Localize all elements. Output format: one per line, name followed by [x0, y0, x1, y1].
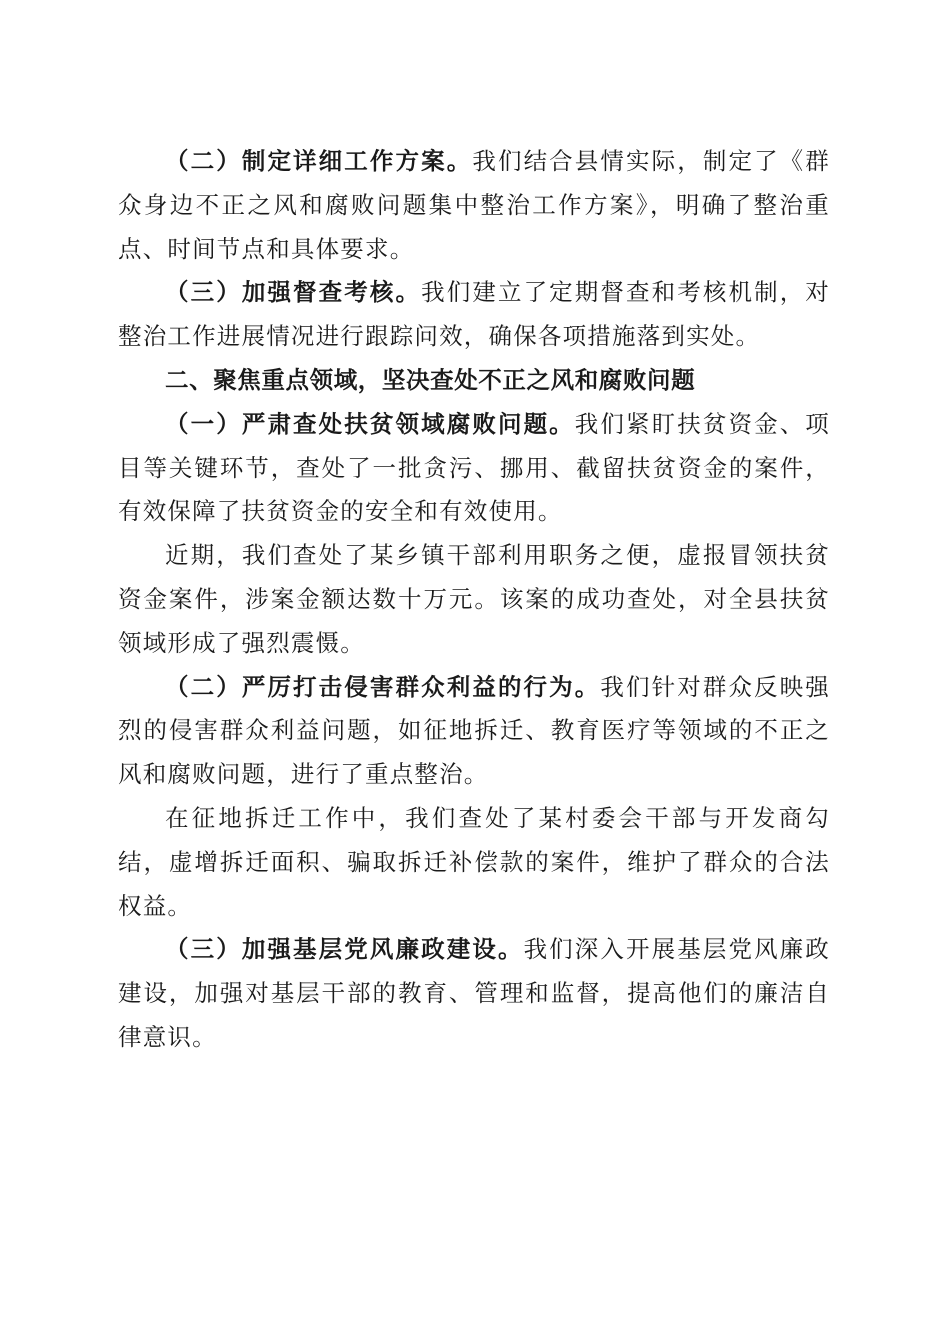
paragraph-lead: （一）严肃查处扶贫领域腐败问题。 [165, 409, 575, 438]
paragraph-recent-case [118, 534, 830, 665]
paragraph-supervision [118, 271, 830, 359]
paragraph-lead: （二）严厉打击侵害群众利益的行为。 [165, 672, 601, 701]
paragraph-grassroots-integrity [118, 928, 830, 1059]
paragraph-text: 近期，我们查处了某乡镇干部利用职务之便，虚报冒领扶贫资金案件，涉案金额达数十万元。该案的成功查处，对全县扶贫领域形成了强烈震慑。 [118, 541, 830, 657]
paragraph-lead: （三）加强基层党风廉政建设。 [165, 935, 524, 964]
paragraph-text: 我们深入开展基层党风廉政建设，加强对基层干部的教育、管理和监督，提高他们的廉洁自律意识。 [118, 935, 830, 1051]
paragraph-text: 我们紧盯扶贫资金、项目等关键环节，查处了一批贪污、挪用、截留扶贫资金的案件，有效保障了扶贫资金的安全和有效使用。 [118, 409, 831, 526]
paragraph-lead: （三）加强督查考核。 [165, 278, 422, 307]
paragraph-text: 我们针对群众反映强烈的侵害群众利益问题，如征地拆迁、教育医疗等领域的不正之风和腐败问题，进行了重点整治。 [118, 672, 830, 789]
paragraph-lead: （二）制定详细工作方案。 [165, 147, 473, 175]
paragraph-text: 我们结合县情实际，制定了《群众身边不正之风和腐败问题集中整治工作方案》，明确了整治重点、时间节点和具体要求。 [118, 147, 830, 263]
paragraph-work-plan [118, 140, 830, 271]
paragraph-public-interest [118, 666, 830, 797]
paragraph-demolition-case [118, 797, 830, 928]
paragraph-text: 我们建立了定期督查和考核机制，对整治工作进展情况进行跟踪问效，确保各项措施落到实处。 [118, 278, 831, 351]
paragraph-text: 在征地拆迁工作中，我们查处了某村委会干部与开发商勾结，虚增拆迁面积、骗取拆迁补偿款的案件，维护了群众的合法权益。 [118, 803, 830, 920]
section-heading: 二、聚焦重点领域，坚决查处不正之风和腐败问题 [165, 365, 696, 394]
document-body [118, 140, 830, 1060]
paragraph-poverty-corruption [118, 403, 830, 534]
